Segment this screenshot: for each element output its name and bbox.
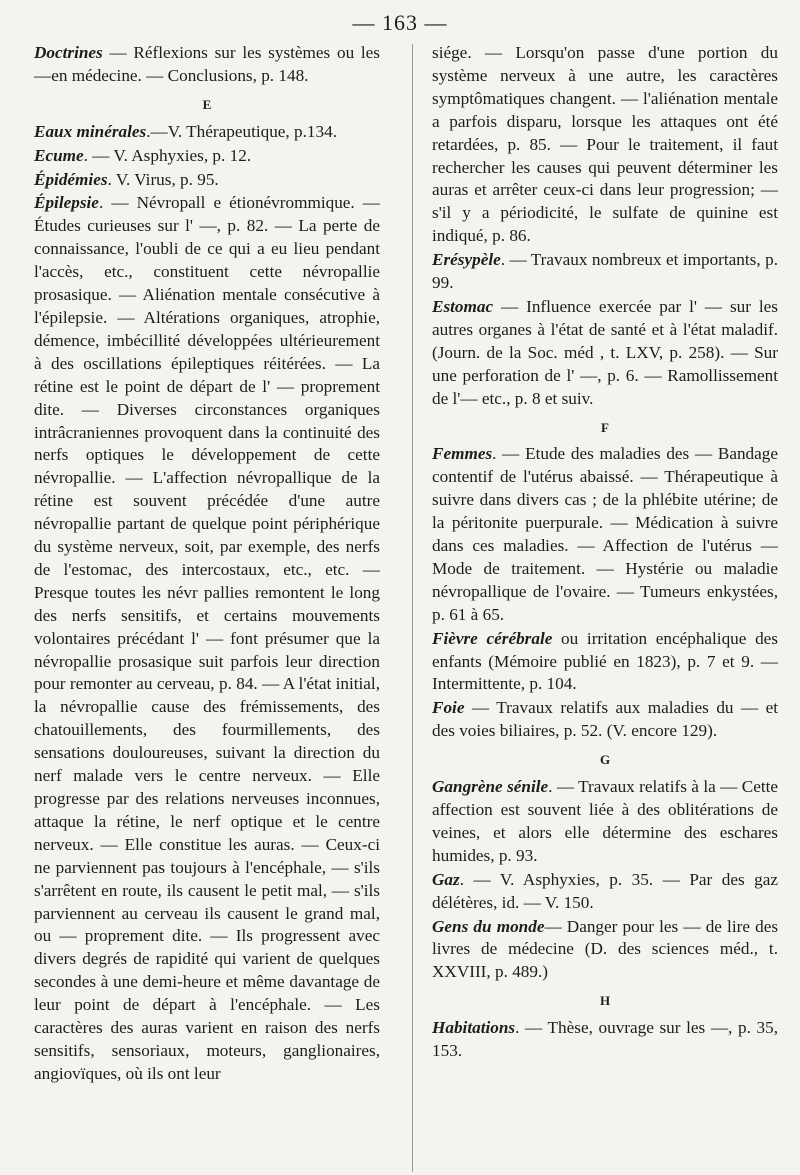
index-entry-erysipele (432, 249, 778, 295)
entry-text: .—V. Thérapeutique, p.134. (146, 121, 337, 141)
index-entry-habitations (432, 1017, 778, 1063)
entry-term: Gaz (432, 869, 460, 889)
entry-term: Ecume (34, 145, 84, 165)
section-letter-e: E (202, 96, 212, 112)
entry-text: — Réflexions sur les systèmes ou les —en médecine. — Conclusions, p. 148. (34, 43, 380, 85)
right-column (432, 42, 778, 1064)
entry-term: Épidémies (34, 169, 108, 189)
entry-text: . — Etude des maladies des — Bandage contentif de l'utérus abaissé. — Thérapeutique à suivre dans divers cas ; de la phlébite utérine; de la péritonite puerpurale. — Médication à suivre dans ces maladies. — Affection de l'utérus — Mode de traitement. — Hystérie ou maladie névropallique de l'ovaire. — Tumeurs enkystées, p. 61 à 65. (432, 444, 778, 624)
column-divider (412, 44, 413, 1172)
entry-text: . — V. Asphyxies, p. 12. (83, 145, 252, 165)
index-entry-epilepsie (34, 192, 380, 1085)
entry-term: Gangrène sénile (432, 777, 549, 797)
entry-text: . — Névropall e étionévrommique. — Études curieuses sur l' —, p. 82. — La perte de connaissance, l'oubli de ce qui a eu lieu pendant l'accès, etc., constituent cette névropallie prosasique. — Aliénation mentale consécutive à l'épilepsie. — Altérations organiques, atrophie, démence, imbécillité développées ultérieurement à des oscillations épileptiques réitérées. — La rétine est le point de départ de l' — proprement dite. — Diverses circonstances organiques intrâcraniennes provoquent dans la continuité des nerfs optiques le développement de cette névropallie. — L'affection névropallique de la rétine est souvent précédée d'une autre névropallie partant de quelque point périphérique du système nerveux, soit, par exemple, des nerfs de l'estomac, des intercostaux, etc., etc. — Presque toutes les névr pallies remontent le long des nerfs sensitifs, et certains mouvements volontaires précédant l' — font présumer que la névropallie prosasique suit parfois leur direction pour remonter au cerveau, p. 84. — A l'état initial, la névropallie cause des frémissements, des chatouillements, des fourmillements, des sensations douloureuses, suivant la direction du nerf malade vers le centre nerveux. — Elle progresse par des relations nerveuses inconnues, attaque la rétine, le nerf optique et le centre nerveux. — Elle constitue les auras. — Ceux-ci ne parviennent pas toujours à l'encéphale, — s'ils s'arrêtent en route, ils causent le petit mal, — s'ils parviennent au cerveau ils causent le grand mal, ou — proprement dite. — Ils progressent avec divers degrés de rapidité qui varient de quelques secondes à une demi-heure et même davantage de leur point de départ à l'encéphale. — Les caractères des auras varient en raison des nerfs sensitifs, sensoriaux, moteurs, ganglionaires, angiovïques, où ils ont leur (34, 193, 380, 1083)
entry-term: Foie (432, 698, 465, 718)
entry-text: . — Travaux relatifs à la — Cette affection est souvent liée à des oblitérations de veines, et alors elle détermine des eschares humides, p. 93. (432, 777, 778, 865)
index-entry-estomac (432, 296, 778, 411)
entry-term: Estomac (432, 296, 494, 316)
entry-text: . — Travaux nombreux et importants, p. 99. (432, 250, 778, 293)
entry-text: . — Thèse, ouvrage sur les —, p. 35, 153. (432, 1018, 778, 1061)
index-entry-epidemies (34, 169, 380, 192)
index-entry-continuation (432, 42, 778, 248)
left-column (34, 42, 380, 1087)
entry-term: Épilepsie (34, 193, 99, 213)
entry-text: . V. Virus, p. 95. (107, 169, 219, 189)
index-entry-femmes (432, 443, 778, 626)
entry-text: ou irritation encéphalique des enfants (Mémoire publié en 1823), p. 7 et 9. — Intermittente, p. 104. (432, 628, 778, 694)
entry-text: — Travaux relatifs aux maladies du — et des voies biliaires, p. 52. (V. encore 129). (432, 698, 778, 741)
entry-text: — Danger pour les — de lire des livres de médecine (D. des sciences méd., t. XXVIII, p. 489.) (432, 916, 779, 982)
entry-term: Erésypèle (432, 250, 501, 270)
page-number: — 163 — (352, 10, 448, 35)
section-letter-f: F (601, 419, 609, 435)
index-entry-foie (432, 697, 778, 743)
entry-term: Fièvre cérébrale (432, 628, 553, 648)
index-entry-ecume (34, 145, 380, 168)
index-entry-gaz (432, 869, 778, 915)
entry-text: siége. — Lorsqu'on passe d'une portion du système nerveux à une autre, les caractères symptômatiques changent. — l'aliénation mentale a parfois disparu, lorsque les attaques ont été retardées, p. 85. — Pour le traitement, il faut rechercher les causes qui peuvent déterminer les auras et arrêter ceux-ci dans leur progression; — s'il y a périodicité, le sulfate de quinine est indiqué, p. 86. (432, 43, 778, 246)
section-letter-g: G (599, 752, 611, 768)
index-entry-fievre-cerebrale (432, 628, 778, 697)
entry-term: Femmes (432, 444, 493, 464)
entry-term: Eaux minérales (34, 121, 147, 141)
index-entry-gens-du-monde (432, 916, 778, 985)
index-entry-gangrene-senile (432, 776, 778, 868)
entry-term: Doctrines (34, 43, 103, 62)
index-entry-doctrines (34, 42, 380, 88)
entry-term: Habitations (432, 1018, 516, 1038)
index-entry-eaux-minerales (34, 121, 380, 144)
section-letter-h: H (599, 993, 611, 1009)
entry-term: Gens du monde (432, 916, 545, 936)
entry-text: — Influence exercée par l' — sur les autres organes à l'état de santé et à l'état maladif. (Journ. de la Soc. méd , t. LXV, p. 258). — Sur une perforation de l' —, p. 6. — Ramollissement de l'— etc., p. 8 et suiv. (432, 296, 778, 408)
entry-text: . — V. Asphyxies, p. 35. — Par des gaz délétères, id. — V. 150. (432, 869, 778, 912)
